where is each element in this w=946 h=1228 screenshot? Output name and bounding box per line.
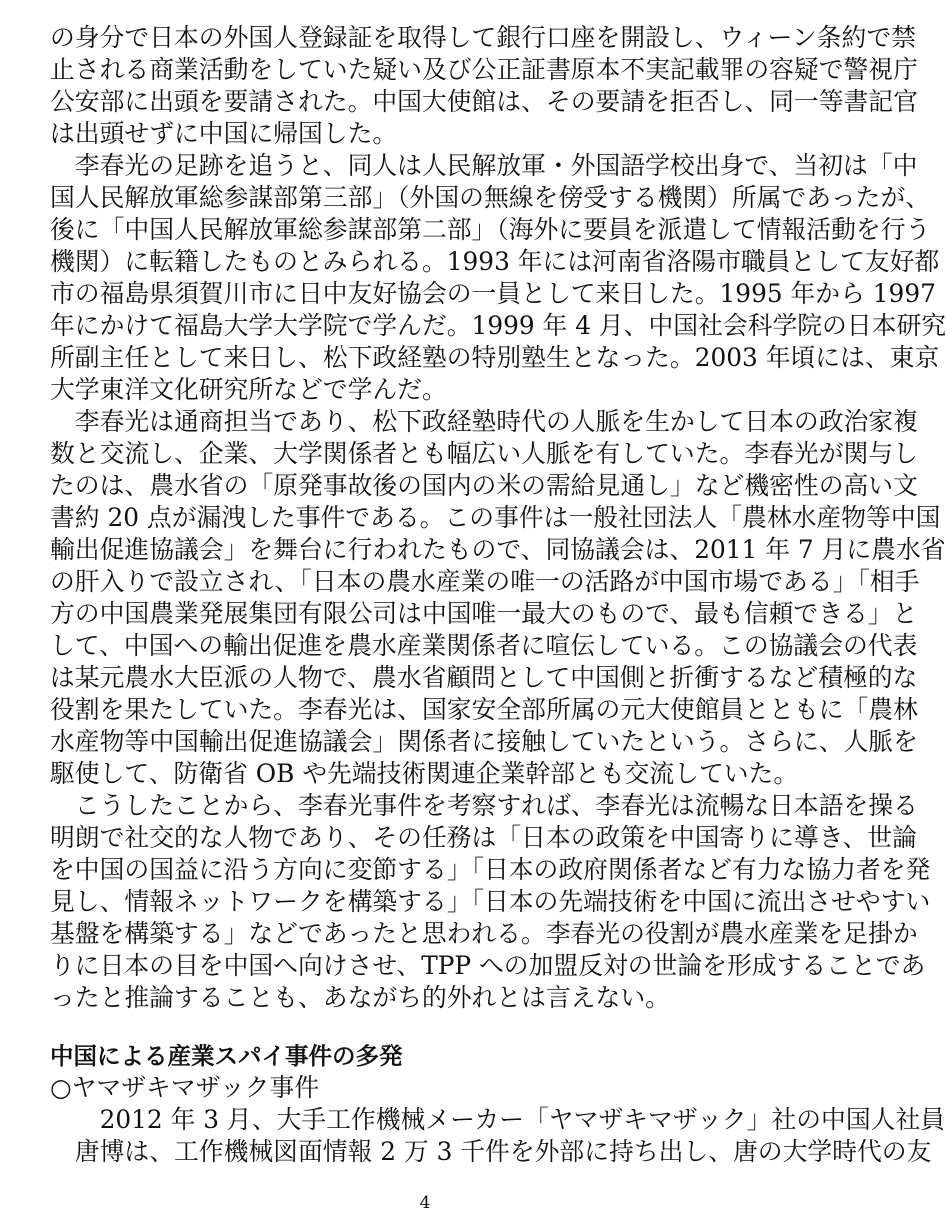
paragraph-4-line: 明朗で社交的な人物であり、その任務は「日本の政策を中国寄りに導き、世論: [50, 823, 917, 852]
paragraph-3-line: たのは、農水省の「原発事故後の国内の米の需給見通し」など機密性の高い文: [50, 471, 918, 500]
paragraph-4-line: 見し、情報ネットワークを構築する」「日本の先端技術を中国に流出させやすい: [50, 887, 931, 916]
paragraph-3-line: 李春光は通商担当であり、松下政経塾時代の人脈を生かして日本の政治家複: [50, 407, 918, 436]
paragraph-3-line: 水産物等中国輸出促進協議会」関係者に接触していたという。さらに、人脈を: [50, 727, 918, 756]
paragraph-4-line: ったと推論することも、あながち的外れとは言えない。: [50, 983, 670, 1012]
section-heading: 中国による産業スパイ事件の多発: [50, 1042, 403, 1070]
paragraph-3-line: 書約 20 点が漏洩した事件である。この事件は一般社団法人「農林水産物等中国: [50, 503, 941, 532]
paragraph-2-line: 国人民解放軍総参謀部第三部」（外国の無線を傍受する機関）所属であったが、: [50, 183, 931, 212]
paragraph-4-line: こうしたことから、李春光事件を考察すれば、李春光は流暢な日本語を操る: [50, 791, 918, 820]
paragraph-1-line: は出頭せずに中国に帰国した。: [50, 119, 398, 148]
paragraph-4-line: 基盤を構築する」などであったと思われる。李春光の役割が農水産業を足掛か: [50, 919, 918, 948]
paragraph-2-line: 機関）に転籍したものとみられる。1993 年には河南省洛陽市職員として友好都: [50, 247, 940, 276]
paragraph-2-line: 所副主任として来日し、松下政経塾の特別塾生となった。2003 年頃には、東京: [50, 343, 940, 372]
page-number: 4: [419, 1193, 431, 1213]
paragraph-4-line: を中国の国益に沿う方向に変節する」「日本の政府関係者など有力な協力者を発: [50, 855, 931, 884]
section-line: 2012 年 3 月、大手工作機械メーカー「ヤマザキマザック」社の中国人社員: [50, 1105, 946, 1134]
paragraph-2-line: 後に「中国人民解放軍総参謀部第二部」（海外に要員を派遣して情報活動を行う: [50, 215, 931, 244]
paragraph-2-line: 李春光の足跡を追うと、同人は人民解放軍・外国語学校出身で、当初は「中: [50, 151, 918, 180]
section-line: 唐博は、工作機械図面情報 2 万 3 千件を外部に持ち出し、唐の大学時代の友: [50, 1137, 932, 1166]
section-subheading: ○ヤマザキマザック事件: [50, 1073, 320, 1102]
paragraph-2-line: 市の福島県須賀川市に日中友好協会の一員として来日した。1995 年から 1997: [50, 279, 936, 308]
paragraph-1-line: の身分で日本の外国人登録証を取得して銀行口座を開設し、ウィーン条約で禁: [50, 23, 916, 52]
paragraph-4-line: りに日本の目を中国へ向けさせ、TPP への加盟反対の世論を形成することであ: [50, 951, 926, 980]
paragraph-2-line: 大学東洋文化研究所などで学んだ。: [50, 375, 447, 404]
paragraph-1-line: 公安部に出頭を要請された。中国大使館は、その要請を拒否し、同一等書記官: [50, 87, 918, 116]
paragraph-3-line: 数と交流し、企業、大学関係者とも幅広い人脈を有していた。李春光が関与し: [50, 439, 918, 468]
paragraph-3-line: 方の中国農業発展集団有限公司は中国唯一最大のもので、最も信頼できる」と: [50, 599, 918, 628]
paragraph-3-line: 役割を果たしていた。李春光は、国家安全部所属の元大使館員とともに「農林: [50, 695, 918, 724]
paragraph-3-line: 輸出促進協議会」を舞台に行われたもので、同協議会は、2011 年 7 月に農水省: [50, 535, 946, 564]
paragraph-3-line: の肝入りで設立され、「日本の農水産業の唯一の活路が中国市場である」「相手: [50, 567, 920, 596]
paragraph-2-line: 年にかけて福島大学大学院で学んだ。1999 年 4 月、中国社会科学院の日本研究: [50, 311, 946, 340]
paragraph-3-line: 駆使して、防衛省 OB や先端技術関連企業幹部とも交流していた。: [50, 759, 799, 788]
paragraph-3-line: は某元農水大臣派の人物で、農水省顧問として中国側と折衝するなど積極的な: [50, 663, 918, 692]
paragraph-3-line: して、中国への輸出促進を農水産業関係者に喧伝している。この協議会の代表: [50, 631, 918, 660]
paragraph-1-line: 止される商業活動をしていた疑い及び公正証書原本不実記載罪の容疑で警視庁: [50, 55, 918, 84]
